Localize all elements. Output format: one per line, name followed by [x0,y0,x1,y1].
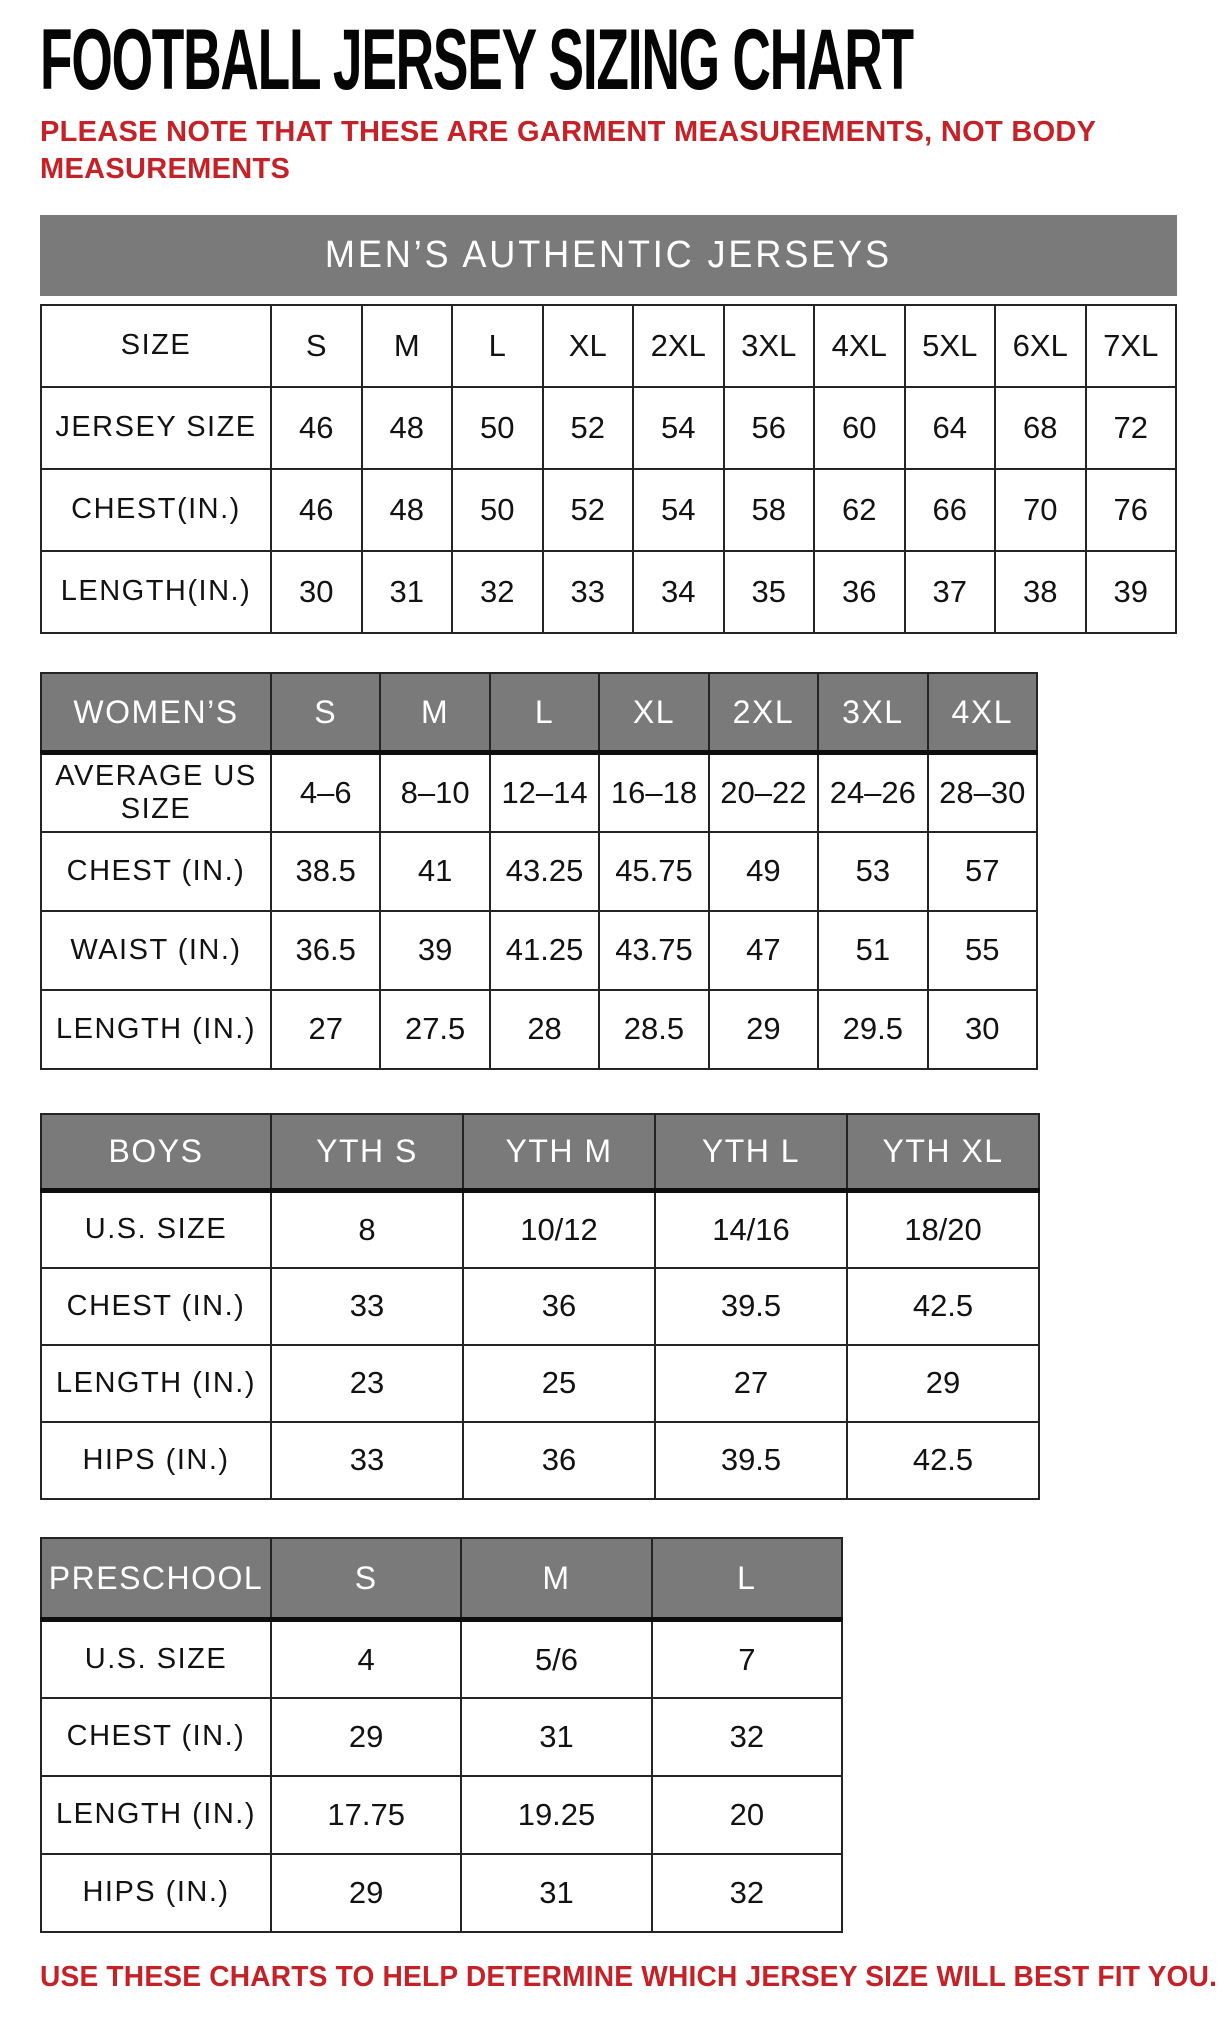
table-row [41,469,1176,551]
table-cell: 20–22 [709,753,818,832]
table-row [41,1854,842,1932]
header-cell: 4XL [928,673,1037,753]
table-cell: 7 [652,1620,842,1698]
table-cell: 19.25 [461,1776,651,1854]
table-cell: 62 [814,469,905,551]
table-cell: 12–14 [490,753,599,832]
row-label-cell: CHEST (IN.) [41,1698,271,1776]
table-cell: 41 [380,832,489,911]
table-cell: 31 [461,1854,651,1932]
table-cell: 52 [543,469,634,551]
table-cell: 28–30 [928,753,1037,832]
preschool-size-table [40,1537,843,1933]
header-cell: S [271,673,380,753]
table-cell: 27.5 [380,990,489,1069]
table-cell: 43.75 [599,911,708,990]
header-cell: YTH L [655,1114,847,1191]
table-cell: 55 [928,911,1037,990]
table-row [41,551,1176,633]
header-cell: M [380,673,489,753]
table-cell: 2XL [633,305,724,387]
table-header-row [41,673,1037,753]
table-cell: 33 [271,1422,463,1499]
table-cell: 72 [1086,387,1177,469]
header-label-cell: BOYS [41,1114,271,1191]
header-cell: YTH XL [847,1114,1039,1191]
table-cell: 14/16 [655,1191,847,1268]
row-label-cell: CHEST(IN.) [41,469,271,551]
table-cell: 34 [633,551,724,633]
table-cell: 30 [271,551,362,633]
page-title [40,12,1180,108]
womens-table-section [40,672,1180,1070]
header-cell: XL [599,673,708,753]
table-cell: 32 [452,551,543,633]
table-cell: 47 [709,911,818,990]
table-cell: 10/12 [463,1191,655,1268]
row-label-cell: JERSEY SIZE [41,387,271,469]
table-cell: 20 [652,1776,842,1854]
row-label-cell: AVERAGE US SIZE [41,753,271,832]
table-cell: 48 [362,387,453,469]
preschool-table-section [40,1537,1180,1933]
table-row [41,1268,1039,1345]
header-cell: YTH S [271,1114,463,1191]
table-cell: 29 [847,1345,1039,1422]
table-cell: 64 [905,387,996,469]
header-cell: 3XL [818,673,927,753]
table-cell: 58 [724,469,815,551]
table-header-row [41,1114,1039,1191]
mens-table-banner [40,215,1177,296]
table-cell: 42.5 [847,1268,1039,1345]
row-label-cell: CHEST (IN.) [41,1268,271,1345]
table-cell: 29 [271,1698,461,1776]
table-cell: 57 [928,832,1037,911]
table-cell: 18/20 [847,1191,1039,1268]
table-cell: 5/6 [461,1620,651,1698]
table-cell: 17.75 [271,1776,461,1854]
footer-note: USE THESE CHARTS TO HELP DETERMINE WHICH JERSEY SIZE WILL BEST FIT YOU. [40,1960,1218,1993]
mens-size-table [40,304,1177,634]
table-row [41,1422,1039,1499]
table-cell: 68 [995,387,1086,469]
table-cell: 45.75 [599,832,708,911]
table-cell: 46 [271,469,362,551]
table-cell: 28.5 [599,990,708,1069]
table-cell: 32 [652,1698,842,1776]
table-cell: 6XL [995,305,1086,387]
table-cell: 53 [818,832,927,911]
table-cell: 25 [463,1345,655,1422]
table-cell: 16–18 [599,753,708,832]
table-row [41,387,1176,469]
boys-size-table [40,1113,1040,1500]
header-cell: 2XL [709,673,818,753]
table-cell: 50 [452,387,543,469]
table-cell: 36 [463,1422,655,1499]
table-cell: 29 [271,1854,461,1932]
header-label-cell: PRESCHOOL [41,1538,271,1620]
row-label-cell: U.S. SIZE [41,1191,271,1268]
table-cell: 32 [652,1854,842,1932]
table-cell: 30 [928,990,1037,1069]
table-cell: 39.5 [655,1422,847,1499]
row-label-cell: WAIST (IN.) [41,911,271,990]
table-cell: 41.25 [490,911,599,990]
row-label-cell: U.S. SIZE [41,1620,271,1698]
table-cell: 76 [1086,469,1177,551]
womens-size-table [40,672,1038,1070]
table-cell: 24–26 [818,753,927,832]
table-row [41,1776,842,1854]
mens-table-section [40,215,1180,634]
table-cell: 27 [655,1345,847,1422]
table-cell: 33 [271,1268,463,1345]
table-row [41,305,1176,387]
table-cell: 31 [461,1698,651,1776]
table-row [41,1698,842,1776]
header-cell: M [461,1538,651,1620]
note-line-2: MEASUREMENTS [40,152,291,185]
table-cell: 51 [818,911,927,990]
table-cell: 5XL [905,305,996,387]
row-label-cell: CHEST (IN.) [41,832,271,911]
table-cell: 27 [271,990,380,1069]
header-cell: L [652,1538,842,1620]
table-cell: 7XL [1086,305,1177,387]
boys-table-section [40,1113,1180,1500]
mens-banner-text: MEN’S AUTHENTIC JERSEYS [324,233,893,276]
table-cell: 35 [724,551,815,633]
row-label-cell: HIPS (IN.) [41,1854,271,1932]
table-cell: 36.5 [271,911,380,990]
table-row [41,832,1037,911]
table-cell: 3XL [724,305,815,387]
table-cell: 50 [452,469,543,551]
table-row [41,753,1037,832]
table-cell: 8 [271,1191,463,1268]
table-row [41,1620,842,1698]
table-cell: 66 [905,469,996,551]
table-cell: 4XL [814,305,905,387]
page-title-text: FOOTBALL JERSEY SIZING CHART [40,12,913,108]
table-row [41,1345,1039,1422]
table-cell: 37 [905,551,996,633]
table-cell: 8–10 [380,753,489,832]
row-label-cell: SIZE [41,305,271,387]
table-cell: 43.25 [490,832,599,911]
table-cell: 54 [633,469,724,551]
row-label-cell: LENGTH(IN.) [41,551,271,633]
table-cell: 36 [814,551,905,633]
table-cell: 54 [633,387,724,469]
table-cell: 28 [490,990,599,1069]
header-cell: L [490,673,599,753]
table-cell: 36 [463,1268,655,1345]
table-cell: 33 [543,551,634,633]
table-cell: S [271,305,362,387]
table-cell: 4–6 [271,753,380,832]
row-label-cell: LENGTH (IN.) [41,990,271,1069]
table-cell: 52 [543,387,634,469]
table-row [41,1191,1039,1268]
table-cell: 39 [1086,551,1177,633]
table-cell: 48 [362,469,453,551]
table-row [41,990,1037,1069]
table-cell: 29 [709,990,818,1069]
header-cell: S [271,1538,461,1620]
table-cell: 38.5 [271,832,380,911]
table-cell: 49 [709,832,818,911]
table-cell: 70 [995,469,1086,551]
table-cell: 23 [271,1345,463,1422]
table-cell: L [452,305,543,387]
table-cell: 56 [724,387,815,469]
table-cell: 38 [995,551,1086,633]
table-cell: 39.5 [655,1268,847,1345]
table-cell: 4 [271,1620,461,1698]
table-cell: 29.5 [818,990,927,1069]
row-label-cell: LENGTH (IN.) [41,1345,271,1422]
row-label-cell: LENGTH (IN.) [41,1776,271,1854]
table-header-row [41,1538,842,1620]
table-cell: M [362,305,453,387]
table-cell: 42.5 [847,1422,1039,1499]
row-label-cell: HIPS (IN.) [41,1422,271,1499]
garment-measurements-note [40,114,1180,188]
table-cell: 46 [271,387,362,469]
table-cell: 39 [380,911,489,990]
table-row [41,911,1037,990]
note-line-1: PLEASE NOTE THAT THESE ARE GARMENT MEASUREMENTS, NOT BODY [40,115,1097,148]
header-cell: YTH M [463,1114,655,1191]
table-cell: XL [543,305,634,387]
table-cell: 31 [362,551,453,633]
header-label-cell: WOMEN’S [41,673,271,753]
table-cell: 60 [814,387,905,469]
